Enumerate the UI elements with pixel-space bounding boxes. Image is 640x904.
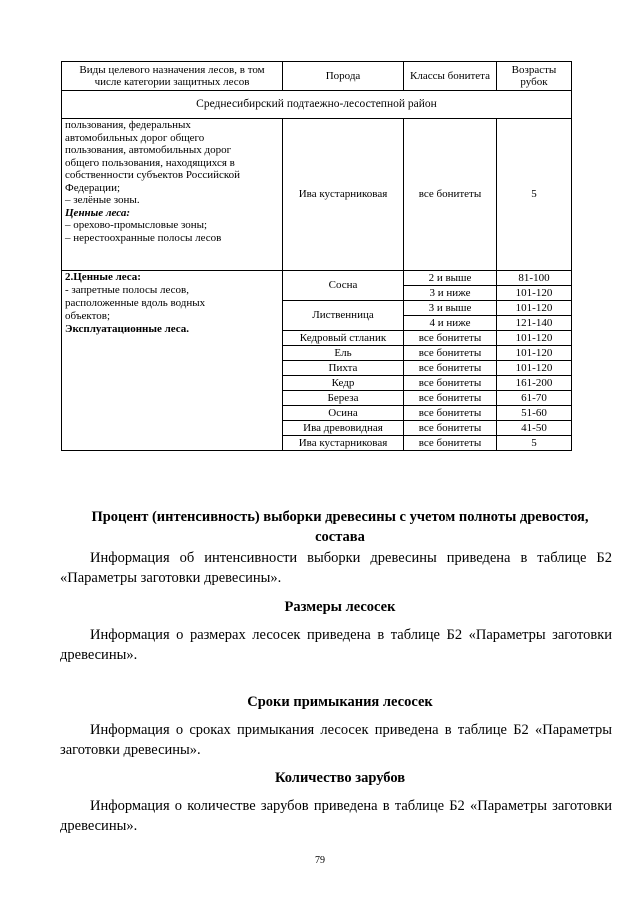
header-forest-purpose: Виды целевого назначения лесов, в том числе категории защитных лесов	[62, 62, 283, 91]
forest-categories-cell	[62, 119, 283, 271]
category-line: 2.Ценные леса:	[65, 271, 141, 283]
table-row	[62, 271, 572, 286]
bonitet-cell: все бонитеты	[404, 421, 497, 436]
category-line: расположенные вдоль водных	[65, 297, 206, 309]
region-row	[62, 91, 572, 119]
age-cell: 101-120	[497, 301, 572, 316]
age-cell: 101-120	[497, 331, 572, 346]
age-cell: 5	[497, 119, 572, 271]
forest-categories-cell	[62, 271, 283, 451]
table-row	[62, 119, 572, 271]
species-cell: Ива древовидная	[283, 421, 404, 436]
species-cell: Кедровый стланик	[283, 331, 404, 346]
species-cell: Ель	[283, 346, 404, 361]
bonitet-cell: 4 и ниже	[404, 316, 497, 331]
paragraph-text: Информация о размерах лесосек приведена в таблице Б2 «Параметры заготовки древесины».	[60, 627, 612, 663]
cutting-age-table	[61, 61, 572, 451]
category-line: автомобильных дорог общего	[65, 131, 205, 144]
paragraph	[60, 625, 612, 665]
section-heading: Количество зарубов	[274, 770, 406, 786]
bonitet-cell: все бонитеты	[404, 331, 497, 346]
category-line: объектов;	[65, 310, 111, 322]
paragraph	[60, 720, 612, 760]
paragraph-text: Информация об интенсивности выборки древесины приведена в таблице Б2 «Параметры заготовки древесины».	[60, 550, 612, 586]
age-cell: 5	[497, 436, 572, 451]
bonitet-cell: все бонитеты	[404, 391, 497, 406]
category-line: собственности субъектов Российской	[65, 169, 241, 181]
category-line: – орехово-промысловые зоны;	[65, 219, 208, 231]
region-title: Среднесибирский подтаежно-лесостепной район	[62, 91, 572, 119]
age-cell: 41-50	[497, 421, 572, 436]
age-cell: 61-70	[497, 391, 572, 406]
category-line: пользования, автомобильных дорог	[65, 144, 232, 156]
category-line: - запретные полосы лесов,	[65, 284, 189, 296]
species-cell: Ива кустарниковая	[283, 436, 404, 451]
paragraph-text: Информация о сроках примыкания лесосек приведена в таблице Б2 «Параметры заготовки древесины».	[60, 722, 612, 758]
paragraph	[60, 796, 612, 836]
species-cell: Пихта	[283, 361, 404, 376]
heading-line: состава	[315, 529, 365, 545]
species-cell: Кедр	[283, 376, 404, 391]
paragraph-text: Информация о количестве зарубов приведена в таблице Б2 «Параметры заготовки древесины».	[60, 798, 612, 834]
category-line: пользования, федеральных	[65, 119, 191, 131]
bonitet-cell: все бонитеты	[404, 119, 497, 271]
bonitet-cell: 2 и выше	[404, 271, 497, 286]
header-bonitet: Классы бонитета	[404, 62, 497, 91]
species-cell: Ива кустарниковая	[283, 119, 404, 271]
age-cell: 101-120	[497, 346, 572, 361]
bonitet-cell: 3 и выше	[404, 301, 497, 316]
age-cell: 81-100	[497, 271, 572, 286]
bonitet-cell: все бонитеты	[404, 406, 497, 421]
section-heading: Размеры лесосек	[284, 599, 396, 615]
age-cell: 51-60	[497, 406, 572, 421]
heading-line: Процент (интенсивность) выборки древесины с учетом полноты древостоя,	[91, 509, 589, 525]
species-cell: Сосна	[283, 271, 404, 301]
species-cell: Береза	[283, 391, 404, 406]
age-cell: 121-140	[497, 316, 572, 331]
bonitet-cell: все бонитеты	[404, 346, 497, 361]
category-line: Ценные леса:	[65, 206, 131, 219]
species-cell: Лиственница	[283, 301, 404, 331]
bonitet-cell: все бонитеты	[404, 376, 497, 391]
table-header-row	[62, 62, 572, 91]
category-line: – зелёные зоны.	[65, 194, 140, 206]
paragraph	[60, 548, 612, 588]
category-line: Федерации;	[65, 181, 121, 194]
page-number: 79	[315, 855, 325, 866]
bonitet-cell: все бонитеты	[404, 361, 497, 376]
header-species: Порода	[283, 62, 404, 91]
age-cell: 101-120	[497, 286, 572, 301]
category-line: Эксплуатационные леса.	[65, 323, 190, 335]
section-heading	[60, 507, 620, 547]
category-line: общего пользования, находящихся в	[65, 156, 235, 169]
category-line: – нерестоохранные полосы лесов	[65, 231, 222, 244]
age-cell: 101-120	[497, 361, 572, 376]
species-cell: Осина	[283, 406, 404, 421]
bonitet-cell: все бонитеты	[404, 436, 497, 451]
section-heading: Сроки примыкания лесосек	[247, 694, 433, 710]
age-cell: 161-200	[497, 376, 572, 391]
bonitet-cell: 3 и ниже	[404, 286, 497, 301]
header-cutting-age: Возрасты рубок	[497, 62, 572, 91]
